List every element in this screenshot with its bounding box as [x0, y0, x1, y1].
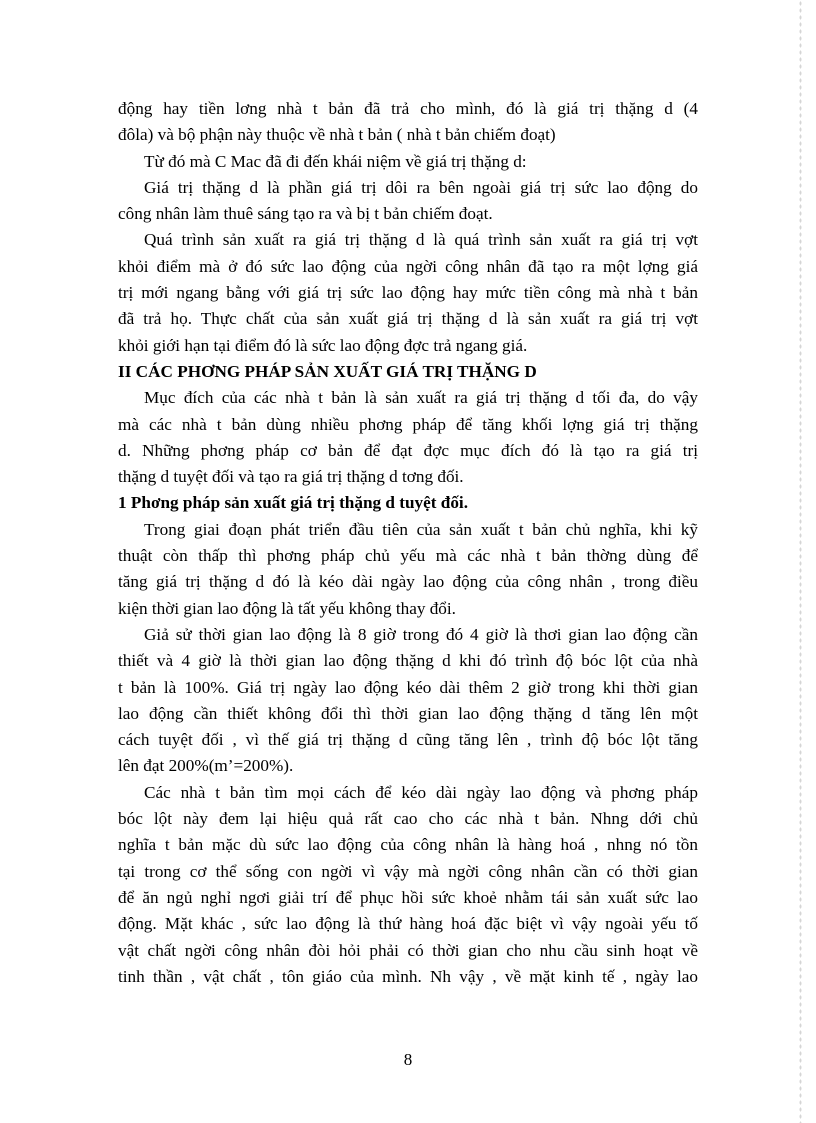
- text-line: lao động cần thiết không đổi thì thời gian lao động thặng d tăng lên một: [118, 703, 698, 723]
- text-line: bóc lột này đem lại hiệu quả rất cao cho các nhà t bản. Nhng dới chủ: [118, 809, 698, 829]
- text-line: trị mới ngang bằng với giá trị sức lao động hay mức tiền công mà nhà t bản: [118, 283, 698, 303]
- text-line: Giả sử thời gian lao động là 8 giờ trong đó 4 giờ là thơi gian lao động cần: [144, 624, 698, 644]
- text-line: tăng giá trị thặng d đó là kéo dài ngày lao động của công nhân , trong điều: [118, 572, 698, 592]
- document-body: [118, 96, 698, 990]
- text-line: động. Mặt khác , sức lao động là thứ hàng hoá đặc biệt vì vậy ngoài yếu tố: [118, 914, 698, 934]
- text-line: Giá trị thặng d là phần giá trị dôi ra bên ngoài giá trị sức lao động do: [144, 177, 698, 197]
- text-line: công nhân làm thuê sáng tạo ra và bị t bản chiếm đoạt.: [118, 204, 493, 224]
- text-line: để ăn ngủ nghỉ ngơi giải trí để phục hồi sức khoẻ nhằm tái sản xuất sức lao: [118, 887, 698, 907]
- text-line: Từ đó mà C Mac đã đi đến khái niệm về giá trị thặng d:: [144, 151, 527, 171]
- text-line: thuật còn thấp thì phơng pháp chủ yếu mà các nhà t bản thờng dùng để: [118, 546, 698, 566]
- text-line: thặng d tuyệt đối và tạo ra giá trị thặng d tơng đối.: [118, 467, 464, 487]
- text-line: khỏi giới hạn tại điểm đó là sức lao động đợc trả ngang giá.: [118, 335, 528, 355]
- text-line: mà các nhà t bản dùng nhiều phơng pháp để tăng khối lợng giá trị thặng: [118, 414, 698, 434]
- text-line: nghĩa t bản mặc dù sức lao động của công nhân là hàng hoá , nhng nó tồn: [118, 835, 698, 855]
- scan-edge-artifact: [799, 0, 802, 1123]
- text-line: thiết và 4 giờ là thời gian lao động thặng d khi đó trình độ bóc lột của nhà: [118, 651, 698, 671]
- text-line: tinh thần , vật chất , tôn giáo của mình. Nh vậy , về mặt kinh tế , ngày lao: [118, 966, 698, 986]
- text-line: tại trong cơ thể sống con ngời vì vậy mà ngời công nhân cần có thời gian: [118, 861, 698, 881]
- text-line: Các nhà t bản tìm mọi cách để kéo dài ngày lao động và phơng pháp: [144, 782, 698, 802]
- section-heading: 1 Phơng pháp sản xuất giá trị thặng d tuyệt đối.: [118, 493, 469, 513]
- text-line: lên đạt 200%(m’=200%).: [118, 756, 294, 776]
- text-line: t bản là 100%. Giá trị ngày lao động kéo dài thêm 2 giờ trong khi thời gian: [118, 677, 698, 697]
- text-line: Quá trình sản xuất ra giá trị thặng d là quá trình sản xuất ra giá trị vợt: [144, 230, 698, 250]
- text-line: Trong giai đoạn phát triển đầu tiên của sản xuất t bản chủ nghĩa, khi kỹ: [144, 519, 698, 539]
- page-number: 8: [403, 1050, 413, 1069]
- text-line: đôla) và bộ phận này thuộc về nhà t bản ( nhà t bản chiếm đoạt): [118, 125, 556, 145]
- text-line: động hay tiền lơng nhà t bản đã trả cho mình, đó là giá trị thặng d (4: [118, 99, 698, 118]
- text-line: Mục đích của các nhà t bản là sản xuất ra giá trị thặng d tối đa, do vậy: [144, 388, 698, 408]
- text-line: đã trả họ. Thực chất của sản xuất giá trị thặng d là sản xuất ra giá trị vợt: [118, 309, 698, 329]
- text-line: kiện thời gian lao động là tất yếu không thay đổi.: [118, 598, 456, 618]
- text-line: d. Những phơng pháp cơ bản để đạt đợc mục đích đó là tạo ra giá trị: [118, 440, 698, 460]
- text-line: cách tuyệt đối , vì thế giá trị thặng d cũng tăng lên , trình độ bóc lột tăng: [118, 730, 698, 750]
- text-line: khỏi điểm mà ở đó sức lao động của ngời công nhân đã tạo ra một lợng giá: [118, 256, 698, 276]
- section-heading: II CÁC PHƠNG PHÁP SẢN XUẤT GIÁ TRỊ THẶNG D: [118, 361, 537, 381]
- text-line: vật chất ngời công nhân đòi hỏi phải có thời gian cho nhu cầu sinh hoạt về: [118, 940, 698, 960]
